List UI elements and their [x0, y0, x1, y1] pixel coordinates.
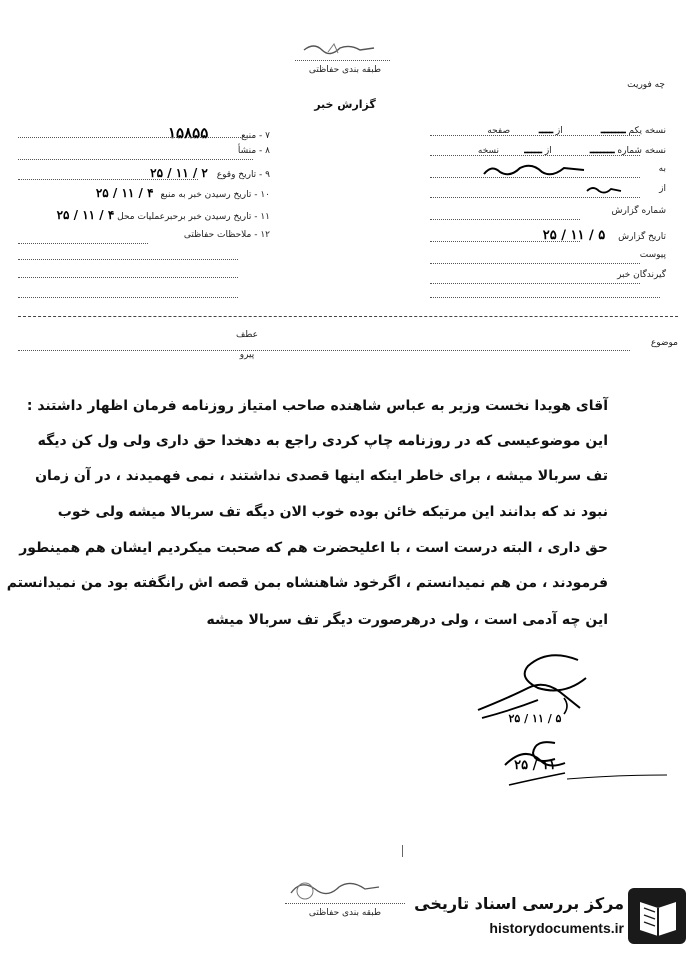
field-label: ۹ - تاریخ وقوع: [216, 170, 270, 180]
field-label: گیرندگان خبر: [617, 270, 666, 280]
field-tail: نسخه: [477, 146, 500, 156]
archive-center-name: مرکز بررسی اسناد تاریخی: [414, 894, 624, 913]
dotted-line: [18, 137, 253, 138]
field-value: ۲ / ۱۱ / ۲۵: [150, 166, 208, 180]
body-line: نبود ند که بدانند این مرتیکه خائن بوده خوب الان دیگه تف سربالا میشه ولی خوب: [57, 504, 608, 520]
field-arrival-to-ops: [10, 208, 270, 222]
field-value: ۴ / ۱۱ / ۲۵: [95, 186, 154, 200]
field-origin: [20, 146, 270, 156]
center-mark: [402, 845, 406, 857]
field-occurrence-date: [20, 166, 270, 180]
signature-first-date: ۵ / ۱۱ / ۲۵: [508, 712, 562, 725]
dotted-line: [430, 241, 580, 242]
field-label: نسخه یکم: [628, 126, 666, 136]
body-line: فرمودند ، من هم نمیدانستم ، اگرخود شاهنشاه بمن قصه اش رانگفته بود من نمیدانستم: [6, 575, 608, 591]
signature-second-date: ۱۱ / ۲۵: [514, 758, 556, 773]
top-classification-line: [295, 60, 390, 61]
field-label: شماره گزارش: [611, 206, 666, 216]
field-value: ۱۵۸۵۵: [167, 124, 209, 142]
field-label: پیوست: [639, 250, 666, 260]
bottom-stamp-scribble: [285, 875, 385, 903]
dotted-line: [430, 197, 640, 198]
field-label: ۱۱ - تاریخ رسیدن خبر برحبرعملیات محل: [117, 212, 270, 222]
dotted-line: [430, 219, 580, 220]
field-arrival-to-source: [20, 186, 270, 200]
dotted-line: [18, 259, 238, 260]
field-label: ۷ - منبع: [241, 131, 270, 141]
document-title: گزارش خبر: [314, 98, 376, 111]
archive-logo-block: [414, 880, 690, 950]
priority-label: چه فوریت: [627, 80, 665, 90]
reference-peyro-label: پیرو: [239, 350, 255, 360]
field-report-number: [416, 206, 666, 216]
body-line: حق داری ، البته درست است ، با اعلیحضرت هم که صحبت میکردیم ایشان هم همینطور: [19, 540, 608, 556]
body-line: آقای هویدا نخست وزیر به عباس شاهنده صاحب امتیاز روزنامه فرمان اظهار داشتند :: [26, 398, 608, 414]
field-recipients: [416, 270, 666, 280]
dotted-line: [430, 283, 640, 284]
section-divider: [18, 316, 678, 317]
subject-line: [18, 350, 630, 351]
dotted-line: [18, 159, 253, 160]
field-copy-one: نسخه یکم ـــــــ از ــــ صفحه: [487, 122, 666, 136]
subject-label: موضوع: [650, 338, 678, 348]
field-security-notes: [20, 230, 270, 240]
reference-atf-label: عطف: [235, 330, 259, 340]
field-label: ۸ - منشأ: [237, 146, 270, 156]
field-from-handwriting: [585, 182, 625, 196]
bottom-classification-label: طبقه بندی حفاظتی: [308, 908, 382, 918]
dotted-line: [430, 177, 640, 178]
dotted-line: [430, 135, 640, 136]
dotted-line: [430, 297, 660, 298]
archive-center-url: historydocuments.ir: [489, 920, 624, 936]
dotted-line: [430, 155, 640, 156]
field-attachment: [416, 250, 666, 260]
dotted-line: [18, 297, 238, 298]
field-label: تاریخ گزارش: [618, 232, 666, 242]
dotted-line: [18, 277, 238, 278]
field-value: ۴ / ۱۱ / ۲۵: [56, 208, 115, 222]
book-icon: [628, 888, 686, 944]
body-line: این چه آدمی است ، ولی درهرصورت دیگر تف سربالا میشه: [206, 612, 608, 628]
bottom-classification-line: [285, 903, 405, 904]
field-label: نسخه شماره: [617, 146, 666, 156]
top-classification-label: طبقه بندی حفاظتی: [308, 65, 382, 75]
body-line: این موضوعیسی که در روزنامه چاپ کردی راجع به دهخدا حق داری ولی ول کن دیگه: [37, 433, 608, 449]
field-label: به: [658, 164, 666, 174]
field-mid: از: [555, 126, 563, 136]
top-stamp-scribble: [300, 38, 380, 58]
body-line: تف سربالا میشه ، برای خاطر اینکه اینها قصدی نداشتند ، نمی فهمیدند ، در آن زمان: [35, 468, 608, 484]
dotted-line: [430, 263, 640, 264]
field-from: [416, 184, 666, 194]
field-value: ۵ / ۱۱ / ۲۵: [542, 228, 606, 243]
field-mid: از: [544, 146, 552, 156]
dotted-line: [18, 179, 198, 180]
field-copy-number: نسخه شماره ـــــــ از ـــــ نسخه: [477, 142, 666, 156]
dotted-line: [18, 243, 148, 244]
field-label: ۱۰ - تاریخ رسیدن خبر به منبع: [160, 190, 270, 200]
field-source: [20, 124, 270, 142]
field-tail: صفحه: [487, 126, 511, 136]
field-label: ۱۲ - ملاحظات حفاظتی: [183, 230, 270, 240]
field-label: از: [659, 184, 666, 194]
